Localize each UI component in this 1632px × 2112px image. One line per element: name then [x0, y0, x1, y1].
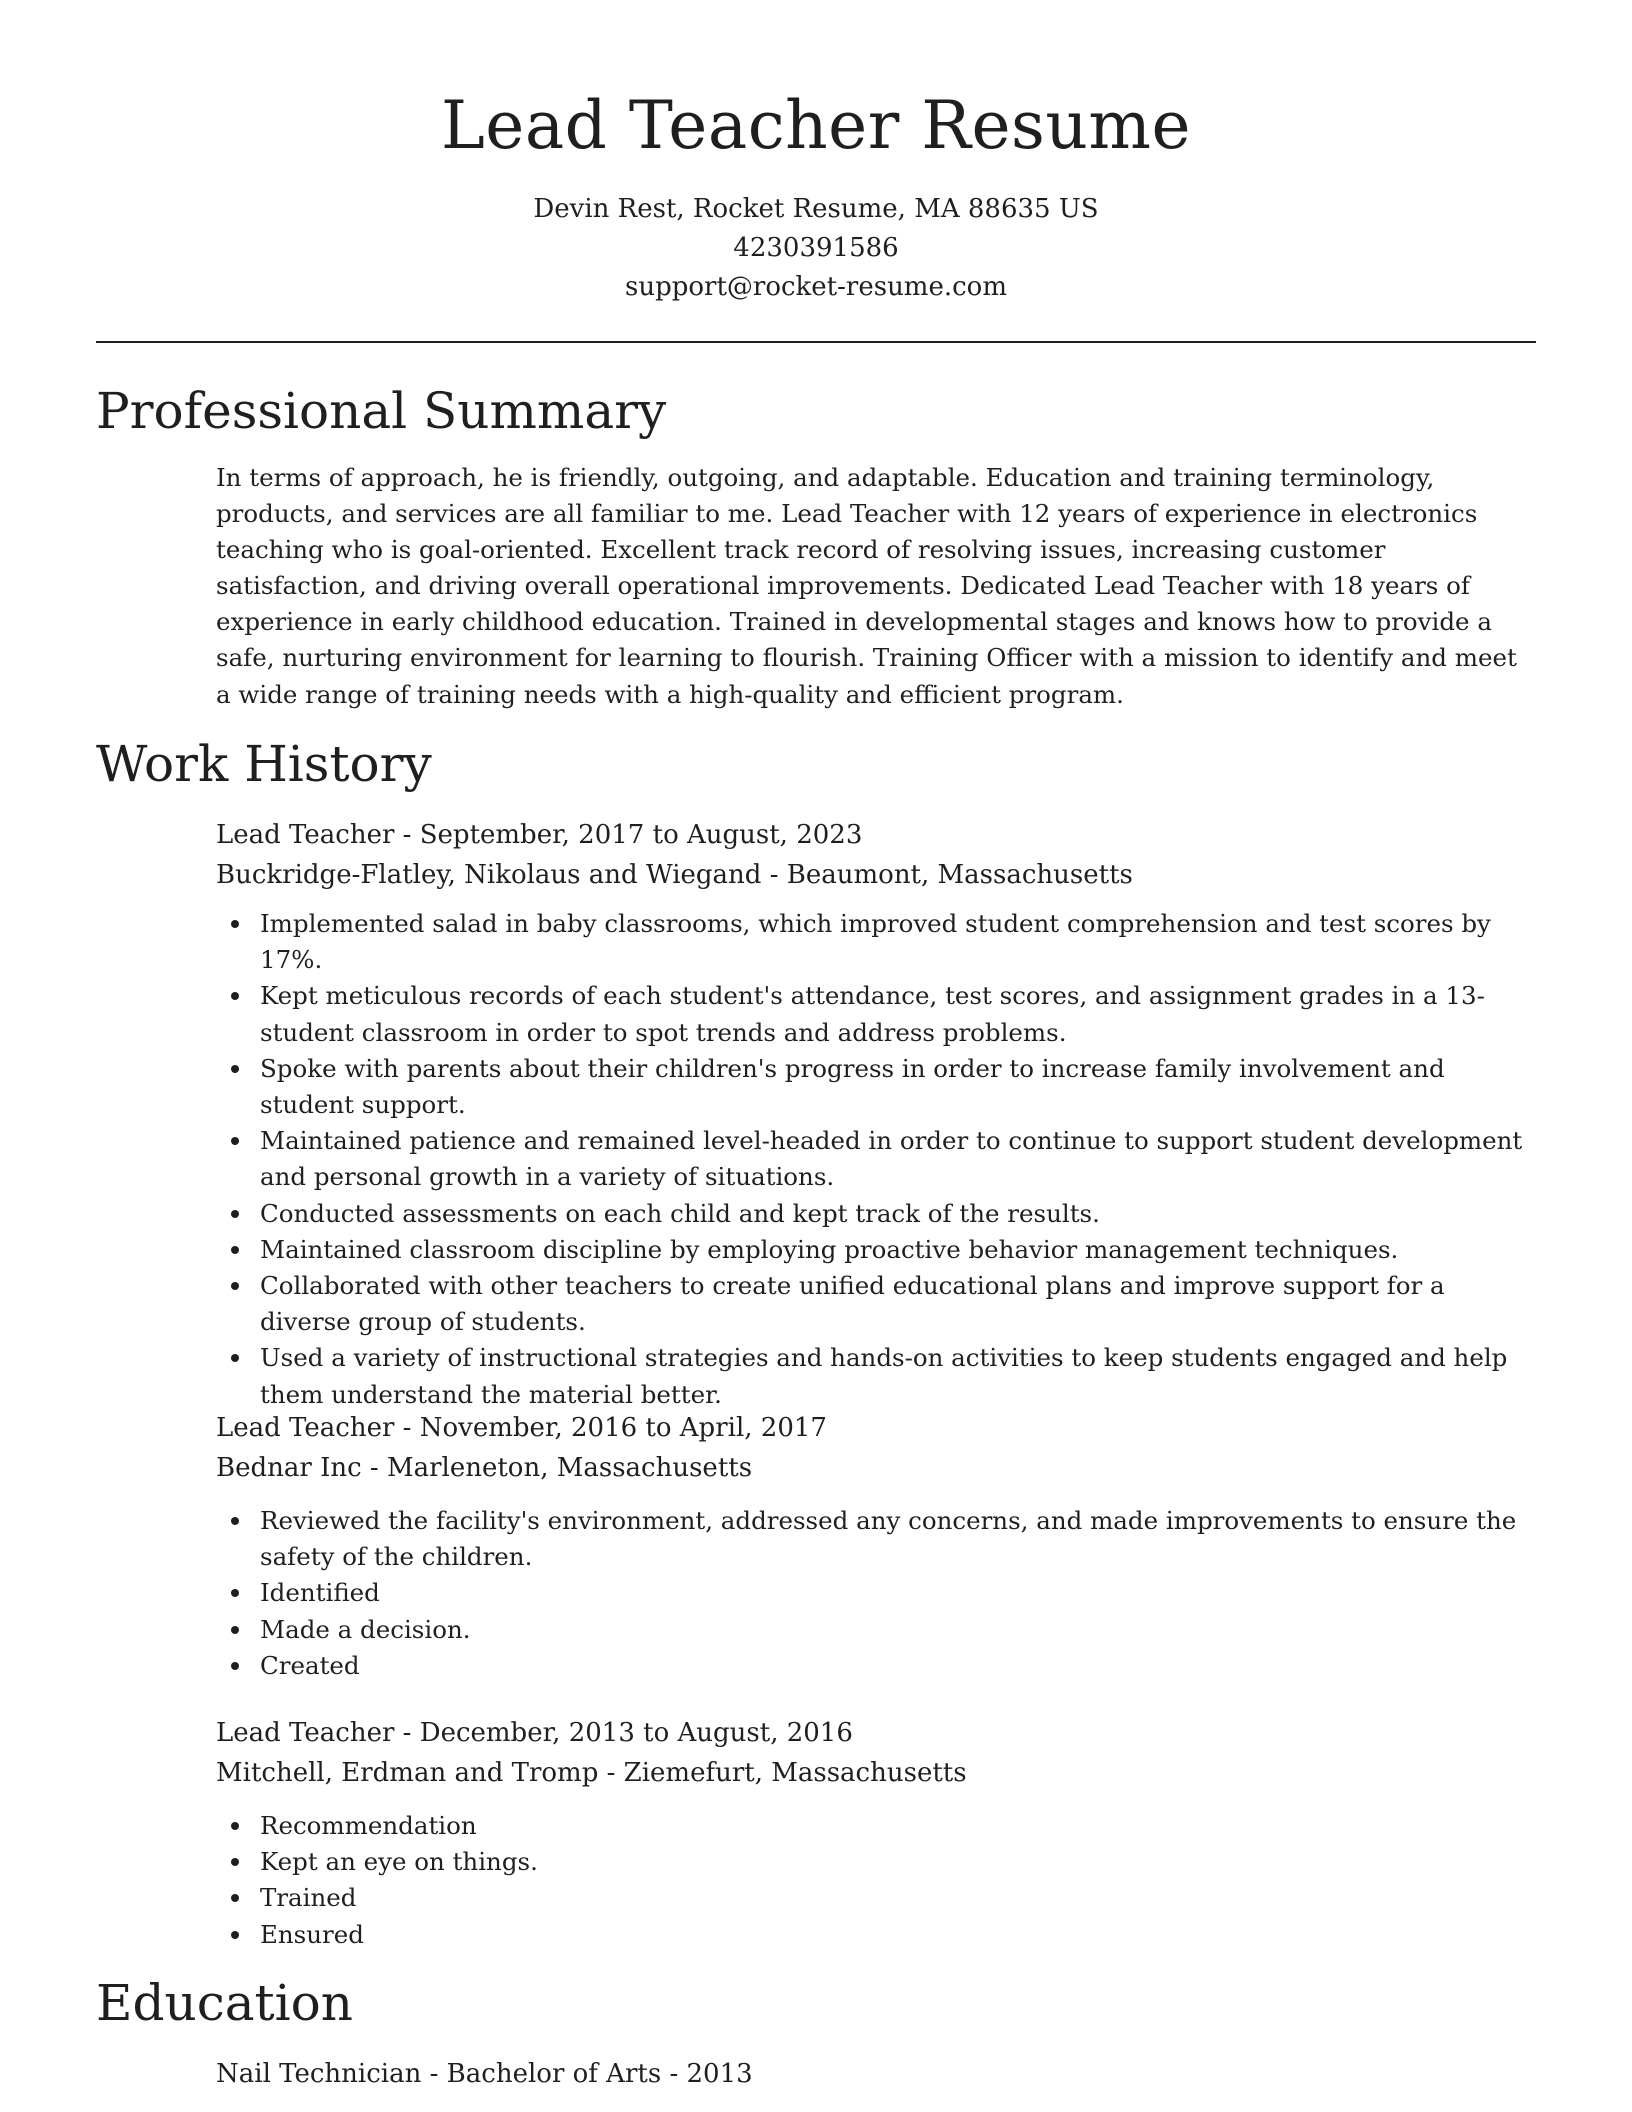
resume-title: Lead Teacher Resume — [440, 87, 1192, 164]
job-title: Lead Teacher — [216, 820, 395, 850]
job-title-line — [216, 1713, 1536, 1753]
job-bullets — [216, 1808, 1536, 1953]
work-history-heading: Work History — [96, 735, 432, 793]
education-heading: Education — [96, 1974, 353, 2032]
job-bullets — [216, 906, 1536, 1413]
summary-heading: Professional Summary — [96, 382, 667, 440]
bullet-item: Trained — [216, 1880, 1536, 1916]
job-company: Bednar Inc — [216, 1453, 362, 1483]
education-field: Nail Technician — [216, 2059, 422, 2089]
bullet-item: Identified — [216, 1575, 1536, 1611]
job-location: - Beaumont, Massachusetts — [761, 860, 1133, 890]
job-company-line — [216, 855, 1536, 895]
resume-page — [96, 0, 1536, 2112]
job-dates: - September, 2017 to August, 2023 — [394, 820, 863, 850]
bullet-item: Kept an eye on things. — [216, 1844, 1536, 1880]
job-bullets — [216, 1503, 1536, 1684]
bullet-item: Ensured — [216, 1917, 1536, 1953]
job-title: Lead Teacher — [216, 1413, 395, 1443]
job-dates: - November, 2016 to April, 2017 — [394, 1413, 827, 1443]
bullet-item: Maintained classroom discipline by employing proactive behavior management techniques. — [216, 1232, 1536, 1268]
summary-text: In terms of approach, he is friendly, outgoing, and adaptable. Education and training terminology, products, and services are all familiar to me. Lead Teacher with 12 years of experience in electronics teaching who is goal-oriented. Excellent track record of resolving issues, increasing customer satisfaction, and driving overall operational improvements. Dedicated Lead Teacher with 18 years of experience in early childhood education. Trained in developmental stages and knows how to provide a safe, nurturing environment for learning to flourish. Training Officer with a mission to identify and meet a wide range of training needs with a high-quality and efficient program. — [216, 463, 1517, 709]
job-location: - Ziemefurt, Massachusetts — [598, 1758, 967, 1788]
bullet-item: Collaborated with other teachers to create unified educational plans and improve support for a diverse group of students. — [216, 1268, 1536, 1340]
education-degree: - Bachelor of Arts — [421, 2059, 662, 2089]
job-company: Buckridge-Flatley, Nikolaus and Wiegand — [216, 860, 762, 890]
contact-email: support@rocket-resume.com — [624, 272, 1007, 302]
bullet-item: Reviewed the facility's environment, addressed any concerns, and made improvements to ensure the safety of the children. — [216, 1503, 1536, 1575]
job-company-line — [216, 1448, 1536, 1488]
job-title-line — [216, 1408, 1536, 1448]
bullet-item: Created — [216, 1648, 1536, 1684]
job-entry — [216, 1408, 1536, 1488]
bullet-item: Implemented salad in baby classrooms, which improved student comprehension and test scores by 17%. — [216, 906, 1536, 978]
bullet-item: Used a variety of instructional strategies and hands-on activities to keep students engaged and help them understand the material better. — [216, 1340, 1536, 1412]
bullet-item: Maintained patience and remained level-headed in order to continue to support student development and personal growth in a variety of situations. — [216, 1123, 1536, 1195]
bullet-item: Recommendation — [216, 1808, 1536, 1844]
contact-address: Devin Rest, Rocket Resume, MA 88635 US — [533, 194, 1099, 224]
education-year: - 2013 — [661, 2059, 753, 2089]
job-company: Mitchell, Erdman and Tromp — [216, 1758, 599, 1788]
job-dates: - December, 2013 to August, 2016 — [394, 1718, 853, 1748]
job-location: - Marleneton, Massachusetts — [361, 1453, 753, 1483]
contact-block — [96, 190, 1536, 307]
job-title-line — [216, 815, 1536, 855]
education-entry — [216, 2054, 1536, 2094]
header-divider — [96, 341, 1536, 343]
job-entry — [216, 1713, 1536, 1793]
bullet-item: Kept meticulous records of each student's attendance, test scores, and assignment grades in a 13-student classroom in order to spot trends and address problems. — [216, 978, 1536, 1050]
bullet-item: Made a decision. — [216, 1612, 1536, 1648]
bullet-item: Conducted assessments on each child and kept track of the results. — [216, 1196, 1536, 1232]
job-entry — [216, 815, 1536, 895]
job-title: Lead Teacher — [216, 1718, 395, 1748]
bullet-item: Spoke with parents about their children's progress in order to increase family involvement and student support. — [216, 1051, 1536, 1123]
contact-phone: 4230391586 — [733, 233, 899, 263]
job-company-line — [216, 1753, 1536, 1793]
